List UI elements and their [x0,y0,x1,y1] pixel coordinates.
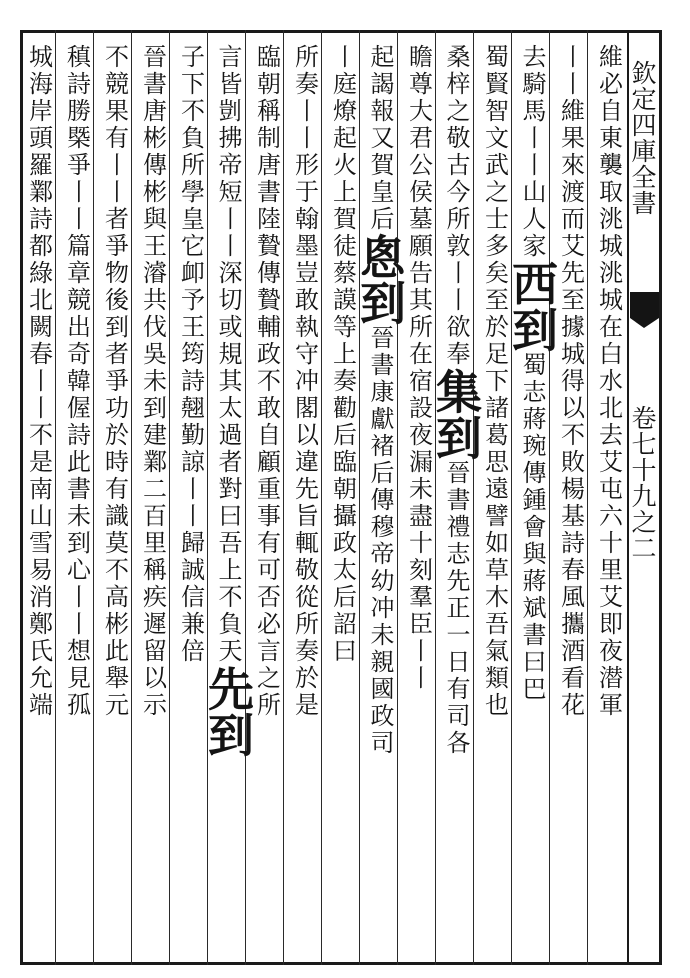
commentary-text: 丨庭燎起火上賀徒蔡謨等上奏勸后臨朝攝政太后詔曰 [328,44,357,665]
headword: 西到 [505,260,559,352]
commentary-text: 所奏丨丨形于翰墨豈敢執守冲閣以違先旨輒敬從所奏於是 [290,44,319,719]
text-column [99,44,130,719]
commentary-text: 臨朝稱制唐書陸贄傳贄輔政不敢自顧重事有可否必言之所 [252,44,281,719]
commentary-text: 稹詩勝槩爭丨丨篇章競出奇韓偓詩此書未到心丨丨想見孤 [62,44,91,719]
text-column [201,44,255,757]
commentary-text: 去騎馬丨丨山人家 [518,44,546,260]
commentary-text: 維必自東襲取洮城洮城在白水北去艾屯六十里艾即夜潜軍 [594,44,623,719]
text-column [353,44,407,757]
headword: 先到 [201,665,255,757]
text-column [61,44,92,719]
column-rule [587,30,588,965]
column-rule [131,30,132,965]
text-column [403,44,434,692]
text-column [23,44,54,719]
commentary-text: 子下不負所學皇它卹予王筠詩翹勤諒丨丨歸誠信兼倍 [176,44,205,665]
column-rule [321,30,322,965]
headword: 集到 [429,368,483,460]
commentary-text: 晉書禮志先正一日有司各 [442,460,470,757]
commentary-text: 言皆剴拂帝短丨丨深切或規其太過者對曰吾上不負天 [214,44,242,665]
commentary-text: 不競果有丨丨者爭物後到者爭功於時有識莫不高彬此舉元 [100,44,129,719]
headword: 悤到 [353,233,407,325]
commentary-text: 晉書唐彬傳彬與王濬共伐吳未到建鄴二百里稱疾遲留以示 [138,44,167,719]
commentary-text: 晉書康獻褚后傳穆帝幼冲未親國政司 [366,325,394,757]
commentary-text: 城海岸頭羅鄴詩都綠北闕春丨丨不是南山雪易消鄭氏允端 [24,44,53,719]
text-column [505,44,559,703]
text-column [251,44,282,719]
text-column [327,44,358,665]
text-column [137,44,168,719]
column-rule [283,30,284,965]
text-column [555,44,586,719]
text-column [479,44,510,719]
side-band-volume: 卷七十九之二 [628,405,657,561]
commentary-text: 蜀賢智文武之士多矣至於足下諸葛思遠譬如草木吾氣類也 [480,44,509,719]
column-rule [169,30,170,965]
side-band-title: 欽定四庫全書 [628,60,657,216]
text-column [429,44,483,757]
fishtail-mark [630,292,659,318]
text-column [289,44,320,719]
commentary-text: 丨丨維果來渡而艾先至據城得以不敗楊基詩春風攜酒看花 [556,44,585,719]
text-column [175,44,206,665]
commentary-text: 蜀志蔣琬傳鍾會與蔣斌書曰巴 [518,352,546,703]
commentary-text: 桑梓之敬古今所敦丨丨欲奉 [442,44,470,368]
commentary-text: 起謁報又賀皇后 [366,44,394,233]
text-column [593,44,624,719]
column-rule [93,30,94,965]
column-rule [55,30,56,965]
commentary-text: 瞻尊大君公侯墓願告其所在宿設夜漏未盡十刻羣臣丨丨 [404,44,433,692]
